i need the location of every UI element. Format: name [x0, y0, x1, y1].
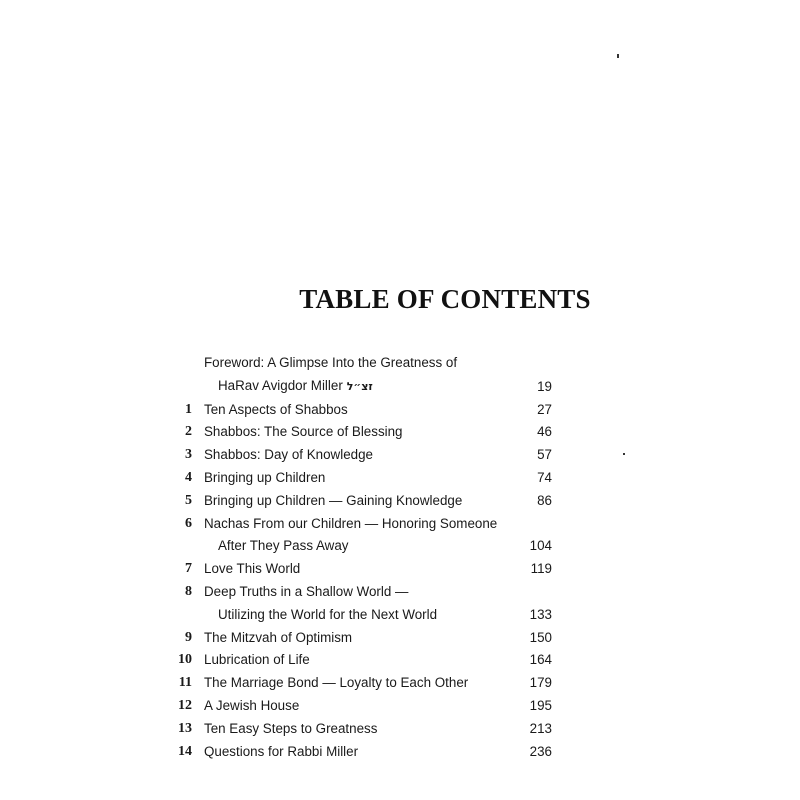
entry-title: Lubrication of Life: [204, 652, 310, 668]
page-number: 119: [530, 561, 552, 577]
entry-title: Nachas From our Children — Honoring Someone: [204, 515, 498, 531]
page-title: TABLE OF CONTENTS: [299, 284, 591, 314]
entry-title: Shabbos: Day of Knowledge: [204, 447, 373, 463]
entry-title-continued: After They Pass Away: [218, 538, 349, 554]
page-number: 104: [529, 538, 552, 554]
page-number: 195: [529, 697, 552, 713]
scan-speck: [617, 54, 619, 58]
chapter-number: 5: [185, 492, 192, 508]
toc-entry-5: [168, 490, 552, 513]
toc-entry-14: [168, 741, 552, 764]
entry-title: Questions for Rabbi Miller: [204, 743, 359, 759]
toc-entry-7: [168, 558, 552, 581]
page-number: 74: [537, 469, 552, 485]
toc-entry-10: [168, 649, 552, 672]
chapter-number: 14: [178, 743, 192, 759]
chapter-number: 12: [178, 697, 192, 713]
toc-entry-1: [168, 399, 552, 422]
chapter-number: 10: [178, 652, 192, 668]
toc-entry-4: [168, 467, 552, 490]
table-of-contents: [168, 352, 552, 763]
entry-title: Bringing up Children — Gaining Knowledge: [204, 492, 463, 508]
chapter-number: 2: [185, 424, 192, 440]
entry-title-continued: Utilizing the World for the Next World: [218, 606, 438, 622]
entry-title: Foreword: A Glimpse Into the Greatness of: [204, 355, 458, 370]
entry-title: Ten Aspects of Shabbos: [204, 401, 348, 417]
chapter-number: 13: [178, 720, 192, 736]
toc-entry-6: [168, 513, 552, 559]
page-number: 19: [537, 378, 552, 394]
chapter-number: 9: [185, 629, 192, 645]
chapter-number: 6: [185, 515, 192, 531]
scan-speck: [623, 453, 625, 455]
page-number: 86: [537, 492, 552, 508]
page-number: 150: [529, 629, 552, 645]
chapter-number: 7: [185, 561, 192, 577]
chapter-number: 1: [185, 401, 192, 417]
page-number: 236: [529, 743, 552, 759]
entry-title: The Marriage Bond — Loyalty to Each Other: [204, 675, 469, 691]
entry-title: Shabbos: The Source of Blessing: [204, 424, 403, 440]
chapter-number: 11: [178, 675, 192, 691]
entry-title: Ten Easy Steps to Greatness: [204, 720, 378, 736]
page-number: 133: [529, 606, 552, 622]
toc-entry-13: [168, 718, 552, 741]
page-number: 179: [529, 675, 552, 691]
chapter-number: 4: [185, 469, 192, 485]
entry-title: A Jewish House: [204, 697, 300, 713]
page-number: 213: [529, 720, 552, 736]
page-number: 27: [537, 401, 552, 417]
toc-entry-8: [168, 581, 552, 627]
hebrew-honorific: זצ״ל: [346, 379, 373, 393]
chapter-number: 8: [185, 583, 192, 599]
toc-entry-foreword: [168, 352, 552, 399]
toc-entry-11: [168, 672, 552, 695]
entry-title-text: HaRav Avigdor Miller: [218, 377, 343, 393]
entry-title: Bringing up Children: [204, 469, 326, 485]
entry-title: Love This World: [204, 561, 301, 577]
page-number: 57: [537, 447, 552, 463]
toc-entry-12: [168, 695, 552, 718]
toc-entry-3: [168, 444, 552, 467]
entry-title: Deep Truths in a Shallow World —: [204, 583, 409, 599]
entry-title: The Mitzvah of Optimism: [204, 629, 353, 645]
entry-title-continued: [218, 375, 552, 399]
toc-entry-9: [168, 627, 552, 650]
toc-entry-2: [168, 421, 552, 444]
page-number: 164: [529, 652, 552, 668]
page-number: 46: [537, 424, 552, 440]
chapter-number: 3: [185, 447, 192, 463]
